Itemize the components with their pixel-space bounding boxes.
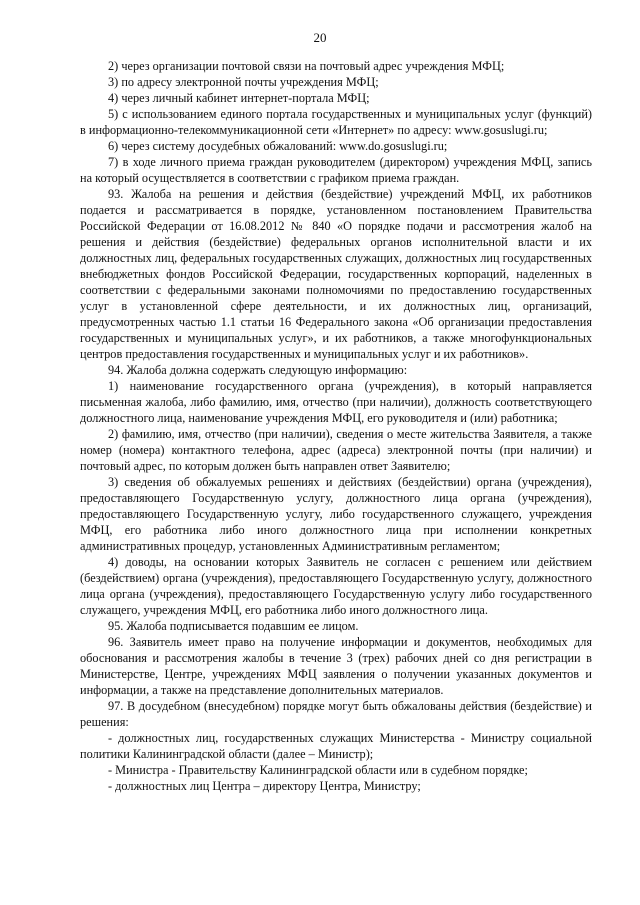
paragraph-94-item-2: 2) фамилию, имя, отчество (при наличии), сведения о месте жительства Заявителя, а также номер (номера) контактного телефона, адрес (адреса) электронной почты (при наличии) и почтовый адрес, по которым должен быть направлен ответ Заявителю;	[80, 427, 592, 473]
paragraph-94-item-4: 4) доводы, на основании которых Заявитель не согласен с решением или действием (бездействием) органа (учреждения), предоставляющего Государственную услугу, должностного лица органа (учреждения), предоставляющего Государственную услугу либо государственного служащего, учреждения МФЦ, его работника либо иного должностного лица.	[80, 555, 592, 617]
paragraph-93: 93. Жалоба на решения и действия (бездействие) учреждений МФЦ, их работников подается и рассматривается в порядке, установленном постановлением Правительства Российской Федерации от 16.08.2012 № 840 «О порядке подачи и рассмотрения жалоб на решения и действия (бездействие) федеральных органов исполнительной власти и их должностных лиц, федеральных государственных служащих, должностных лиц государственных внебюджетных фондов Российской Федерации, государственных корпораций, наделенных в соответствии с федеральными законами полномочиями по предоставлению государственных услуг в установленной сфере деятельности, и их должностных лиц, организаций, предусмотренных частью 1.1 статьи 16 Федерального закона «Об организации предоставления государственных и муниципальных услуг», и их работников, а также многофункциональных центров предоставления государственных и муниципальных услуг и их работников».	[80, 187, 592, 361]
paragraph-item-3: 3) по адресу электронной почты учреждения МФЦ;	[108, 75, 379, 89]
paragraph-item-5: 5) с использованием единого портала государственных и муниципальных услуг (функций) в информационно-телекоммуникационной сети «Интернет» по адресу: www.gosuslugi.ru;	[80, 107, 592, 137]
paragraph-96: 96. Заявитель имеет право на получение информации и документов, необходимых для обоснования и рассмотрения жалобы в течение 3 (трех) рабочих дней со дня регистрации в Министерстве, Центре, учреждениях МФЦ заявления о получении указанных документов и информации, а также на представление дополнительных материалов.	[80, 635, 592, 697]
paragraph-94-item-1: 1) наименование государственного органа (учреждения), в который направляется письменная жалоба, либо фамилию, имя, отчество (при наличии), должность соответствующего должностного лица, наименование учреждения МФЦ, его руководителя и (или) работника;	[80, 379, 592, 425]
paragraph-97-item-center: - должностных лиц Центра – директору Центра, Министру;	[108, 779, 421, 793]
paragraph-item-7: 7) в ходе личного приема граждан руководителем (директором) учреждения МФЦ, запись на который осуществляется в соответствии с графиком приема граждан.	[80, 155, 592, 185]
paragraph-97: 97. В досудебном (внесудебном) порядке могут быть обжалованы действия (бездействие) и решения:	[80, 699, 592, 729]
paragraph-94-item-3: 3) сведения об обжалуемых решениях и действиях (бездействии) органа (учреждения), предоставляющего Государственную услугу, должностного лица органа (учреждения), предоставляющего Государственную услугу, либо государственного служащего, учреждения МФЦ, его работника либо иного должностного лица при исполнении конкретных административных процедур, установленных Административным регламентом;	[80, 475, 592, 553]
paragraph-97-item-ministry: - должностных лиц, государственных служащих Министерства - Министру социальной политики Калининградской области (далее – Министр);	[80, 731, 592, 761]
paragraph-95: 95. Жалоба подписывается подавшим ее лицом.	[108, 619, 359, 633]
document-body	[80, 58, 592, 794]
paragraph-item-6: 6) через систему досудебных обжалований: www.do.gosuslugi.ru;	[108, 139, 448, 153]
paragraph-item-2: 2) через организации почтовой связи на почтовый адрес учреждения МФЦ;	[108, 59, 505, 73]
paragraph-item-4: 4) через личный кабинет интернет-портала МФЦ;	[108, 91, 370, 105]
page-number: 20	[313, 30, 327, 45]
paragraph-94: 94. Жалоба должна содержать следующую информацию:	[108, 363, 408, 377]
paragraph-97-item-minister: - Министра - Правительству Калининградской области или в судебном порядке;	[108, 763, 528, 777]
